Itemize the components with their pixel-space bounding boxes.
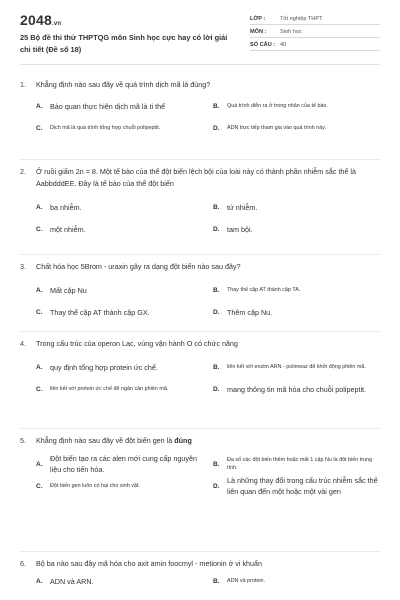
divider: [20, 428, 380, 429]
option-text: Thay thế cặp AT thành cặp TA.: [227, 287, 301, 293]
question-number: 5.: [20, 436, 26, 445]
option-label: A.: [36, 203, 43, 211]
option-d[interactable]: [213, 218, 380, 240]
question-text: Bộ ba nào sau đây mã hóa cho axit amin foocmyl - metionin ở vi khuẩn: [36, 559, 263, 568]
question-text: Trong cấu trúc của operon Lac, vùng vận hành O có chức năng: [36, 339, 238, 348]
options: [36, 196, 380, 240]
option-label: C.: [36, 482, 43, 490]
divider: [20, 331, 380, 332]
option-label: B.: [213, 363, 220, 371]
options: [36, 279, 380, 323]
question-text: Ở ruồi giấm 2n = 8. Một tế bào của thể đột biến lệch bội của loài này có thành phần nhiễm sắc thể là AabbdddEE. Đây là tế bào của thể đột biến: [36, 167, 357, 188]
option-text: liên kết với enzim ARN - polimeaz để khởi động phiên mã.: [227, 364, 366, 370]
option-text: Quá trình diễn ra ở trong nhân của tế bào.: [227, 103, 328, 109]
option-text: một nhiễm.: [50, 224, 86, 234]
question-4: [20, 338, 380, 400]
option-label: A.: [36, 460, 43, 468]
meta-value: Sinh học: [280, 29, 302, 35]
option-label: A.: [36, 577, 43, 585]
option-b[interactable]: [213, 572, 380, 590]
option-a[interactable]: [36, 572, 203, 590]
meta-class: [250, 15, 380, 25]
option-a[interactable]: [36, 95, 203, 117]
option-text: ADN và protein.: [227, 578, 266, 584]
question-3: [20, 261, 380, 323]
options: [36, 572, 380, 590]
question-1: [20, 79, 380, 139]
divider: [20, 551, 380, 552]
option-text: Đột biến gen luôn có hại cho sinh vật.: [50, 483, 140, 489]
option-b[interactable]: [213, 196, 380, 218]
meta-value: 40: [280, 42, 287, 48]
option-text: Bào quan thực hiện dịch mã là ti thể: [50, 101, 166, 111]
option-label: C.: [36, 225, 43, 233]
option-label: C.: [36, 308, 43, 316]
option-label: D.: [213, 482, 220, 490]
option-a[interactable]: [36, 453, 203, 475]
option-b[interactable]: [213, 279, 380, 301]
option-c[interactable]: [36, 218, 203, 240]
option-c[interactable]: [36, 475, 203, 497]
option-label: B.: [213, 203, 220, 211]
option-text: ADN trực tiếp tham gia vào quá trình này.: [227, 125, 327, 131]
option-c[interactable]: [36, 378, 203, 400]
question-number: 4.: [20, 339, 26, 348]
option-label: D.: [213, 225, 220, 233]
meta-info: [250, 12, 380, 64]
option-text: Đột biến tạo ra các alen mới cung cấp nguyên liệu cho tiến hóa.: [50, 454, 197, 474]
question-number: 3.: [20, 262, 26, 271]
option-label: B.: [213, 460, 220, 468]
header-divider: [20, 64, 380, 65]
meta-subject: [250, 28, 380, 38]
meta-label: SỐ CÂU :: [250, 42, 276, 48]
header-left: [20, 12, 250, 64]
meta-value: Tốt nghiệp THPT: [280, 16, 323, 22]
option-label: D.: [213, 308, 220, 316]
option-label: D.: [213, 385, 220, 393]
option-label: D.: [213, 124, 220, 132]
question-text: Khẳng định nào sau đây về quá trình dịch mã là đúng?: [36, 80, 211, 89]
option-label: A.: [36, 363, 43, 371]
option-label: A.: [36, 102, 43, 110]
option-d[interactable]: [213, 378, 380, 400]
option-text: Dịch mã là quá trình tổng hợp chuỗi polipeptit.: [50, 125, 161, 131]
options: [36, 356, 380, 400]
option-b[interactable]: [213, 95, 380, 117]
option-text: liên kết với protein ức chế để ngăn cản phiên mã.: [50, 386, 169, 392]
options: [36, 95, 380, 139]
question-text-plain: Khẳng định nào sau đây về đột biến gen là: [36, 436, 175, 445]
option-d[interactable]: [213, 475, 380, 497]
question-number: 1.: [20, 80, 26, 89]
question-number: 2.: [20, 167, 26, 176]
divider: [20, 254, 380, 255]
header: [0, 0, 400, 64]
option-text: mang thông tin mã hóa cho chuỗi polipeptit.: [227, 384, 367, 394]
logo-sub: .vn: [51, 21, 62, 27]
option-text: tam bội.: [227, 224, 253, 234]
question-text: Chất hóa học 5Brom - uraxin gây ra dạng đột biến nào sau đây?: [36, 262, 241, 271]
question-text-emphasis: đúng: [174, 436, 192, 445]
option-label: C.: [36, 124, 43, 132]
option-text: Mất cặp Nu: [50, 285, 87, 295]
option-text: Là những thay đổi trong cấu trúc nhiễm sắc thể liên quan đến một hoặc một vài gen: [227, 476, 378, 496]
question-text: [36, 435, 380, 447]
question-5: [20, 435, 380, 497]
option-text: ADN và ARN.: [50, 576, 94, 586]
option-text: Đa số các đột biến thêm hoặc mất 1 cặp Nu là đột biến trung tính.: [227, 457, 373, 471]
question-2: [20, 166, 380, 240]
page-title: 25 Bộ đề thi thử THPTQG môn Sinh học cực hay có lời giải chi tiết (Đề số 18): [20, 33, 228, 54]
option-text: Thay thế cặp AT thành cặp GX.: [50, 307, 150, 317]
option-c[interactable]: [36, 117, 203, 139]
option-label: A.: [36, 286, 43, 294]
option-a[interactable]: [36, 279, 203, 301]
site-logo[interactable]: [20, 12, 240, 28]
question-6: [20, 558, 380, 590]
options: [36, 453, 380, 497]
logo-main: 2048: [20, 12, 52, 28]
option-d[interactable]: [213, 117, 380, 139]
option-label: B.: [213, 286, 220, 294]
meta-label: MÔN :: [250, 29, 267, 35]
option-label: C.: [36, 385, 43, 393]
divider: [20, 159, 380, 160]
option-d[interactable]: [213, 301, 380, 323]
meta-count: [250, 41, 380, 51]
option-text: quy định tổng hợp protein ức chế.: [50, 362, 158, 372]
option-b[interactable]: [213, 453, 380, 475]
option-a[interactable]: [36, 356, 203, 378]
option-b[interactable]: [213, 356, 380, 378]
meta-label: LỚP :: [250, 16, 266, 22]
question-number: 6.: [20, 559, 26, 568]
option-label: B.: [213, 102, 220, 110]
option-text: ba nhiễm.: [50, 202, 82, 212]
option-a[interactable]: [36, 196, 203, 218]
option-text: tứ nhiễm.: [227, 202, 258, 212]
option-c[interactable]: [36, 301, 203, 323]
option-label: B.: [213, 577, 220, 585]
option-text: Thêm cặp Nu.: [227, 307, 273, 317]
